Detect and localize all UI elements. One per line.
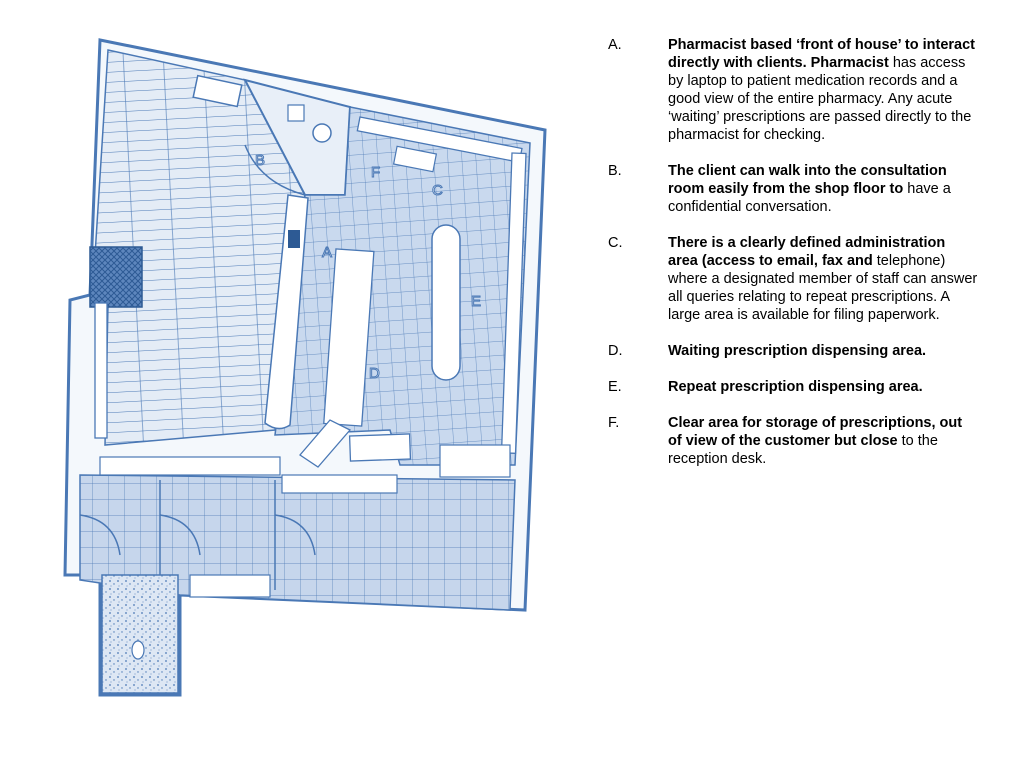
legend-item-b: B. The client can walk into the consultation room easily from the shop floor to have a confidential conversation. [608,163,951,215]
island-e [432,225,460,380]
plan-label-b: B [255,152,266,169]
plan-label-d: D [369,365,380,382]
legend [608,36,978,486]
plan-label-e: E [471,293,482,310]
laptop-icon [288,230,300,248]
plan-label-f: F [371,164,381,181]
plan-label-a: A [322,244,333,261]
legend-item-f: F. Clear area for storage of prescriptions, out of view of the customer but close to the reception desk. [608,415,963,467]
legend-item-a: A. Pharmacist based ‘front of house’ to interact directly with clients. Pharmacist has access by laptop to patient medication records and a good view of the entire pharmacy. Any acute ‘waiting’ prescriptions are passed directly to the pharmacist for checking. [608,37,975,143]
pharmacy-floor-plan [60,35,560,700]
entrance-mat [90,247,142,307]
plan-label-c: C [432,182,443,199]
legend-item-c: C. There is a clearly defined administration area (access to email, fax and telephone) where a designated member of staff can answer all queries relating to repeat prescriptions. A large area is available for filing paperwork. [608,235,978,323]
legend-item-e: E. Repeat prescription dispensing area. [608,379,923,395]
legend-item-d: D. Waiting prescription dispensing area. [608,343,927,359]
yard [102,575,178,693]
